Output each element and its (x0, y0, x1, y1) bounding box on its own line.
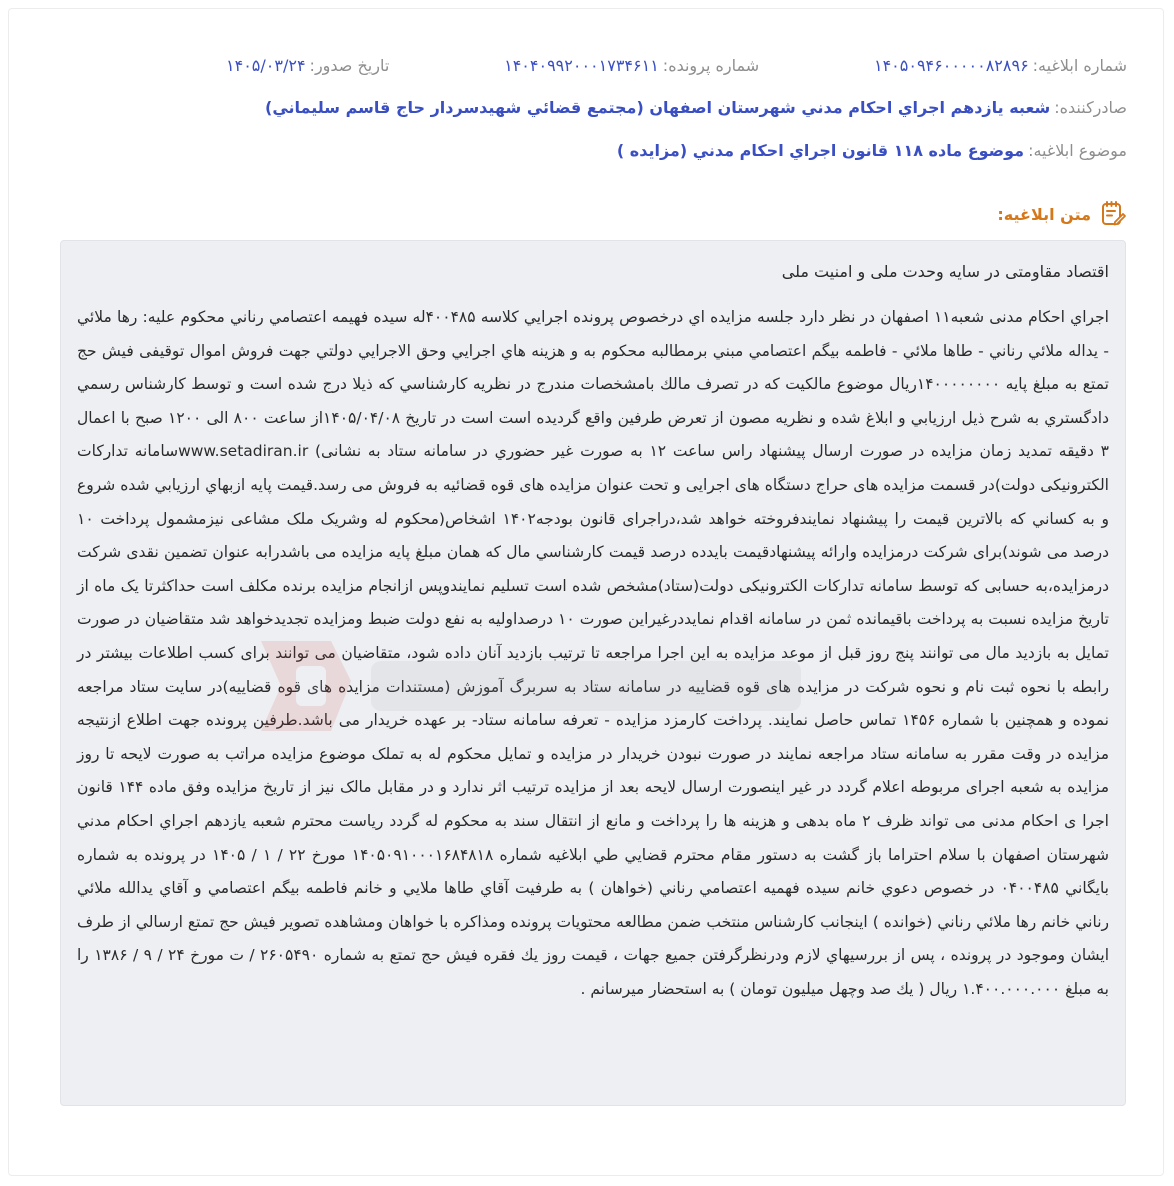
note-edit-icon (1099, 200, 1127, 228)
subject-value: موضوع ماده ۱۱۸ قانون اجراي احکام مدني (مزايده ) (616, 141, 1025, 160)
meta-row-subject (40, 141, 1127, 160)
issuer-value: شعبه يازدهم اجراي احكام مدني شهرستان اصفهان (مجتمع قضائي شهيدسردار حاج قاسم سليماني) (265, 98, 1051, 117)
notice-body: اجراي احكام مدنی شعبه۱۱ اصفهان در نظر دارد جلسه مزايده اي درخصوص پرونده اجرايي كلاسه ۴۰۰۴۸۵له سيده فهيمه اعتصامي رناني محکوم عليه: رها ملائي - يداله ملائي رناني - طاها ملائي - فاطمه بيگم اعتصامي مبني برمطالبه محكوم به و هزينه هاي اجرايي وحق الاجرايي دولتي جهت فروش اموال توقيفی فیش حج تمتع به مبلغ پايه ۱۴۰۰۰۰۰۰۰۰ريال موضوع مالكيت كه در تصرف مالك بامشخصات مندرج در نظريه كارشناسي كه ذيلا درج شده است و توسط كارشناس رسمي دادگستري به شرح ذيل ارزيابي و ابلاغ شده و نظريه مصون از تعرض طرفين واقع گرديده است است در تاريخ ۱۴۰۵/۰۴/۰۸از ساعت ۸۰۰ الی ۱۲۰۰ صبح با اعمال ۳ دقيقه تمديد زمان مزايده در صورت ارسال پيشنهاد راس ساعت ۱۲ به صورت غير حضوري در سامانه ستاد به نشانی) www.setadiran.irسامانه تدارکات الکترونیکی دولت)در قسمت مزايده های حراج دستگاه های اجرايی و تحت عنوان مزايده های قوه قضائيه به فروش می رسد.قيمت پايه ازبهاي ارزيابي شده شروع و به كساني كه بالاترين قيمت را پيشنهاد نمايندفروخته خواهد شد،دراجرای قانون بودجه۱۴۰۲ اشخاص(محکوم له وشريک ملک مشاعی نيزمشمول پرداخت ۱۰ درصد می شوند)برای شرکت درمزايده وارائه پيشنهادقيمت بايدده درصد قيمت كارشناسي مال که همان مبلغ پايه مزايده می باشدرابه عنوان تضمين نقدی شرکت درمزايده،به حسابی که توسط سامانه تدارکات الکترونيکی دولت(ستاد)مشخص شده است تسليم نمايندوپس ازانجام مزايده برنده مكلف است حداکثرتا يک ماه از تاريخ مزايده نسبت به پرداخت باقيمانده ثمن در سامانه اقدام نمايددرغيراين صورت ۱۰ درصداوليه به نفع دولت ضبط ومزايده تجديدخواهد شد متقاضيان در صورت تمايل به بازديد مال می توانند پنج روز قبل از موعد مزايده به اين اجرا مراجعه تا ترتيب بازديد آنان داده شود، متقاضيان می توانند برای کسب اطلاعات بيشتر در رابطه با نحوه ثبت نام و نحوه شرکت در مزايده های قوه قضاييه در سامانه ستاد به سربرگ آموزش (مستندات مزايده های قوه قضاييه)در سايت ستاد مراجعه نموده و همچنين با شماره ۱۴۵۶ تماس حاصل نمايند. پرداخت کارمزد مزايده - تعرفه سامانه ستاد- بر عهده خريدار می باشد.طرفين پرونده جهت اطلاع ازنتيجه مزايده در وقت مقرر به سامانه ستاد مراجعه نمايند در صورت نبودن خريدار در مزايده و تمايل محکوم له به تملک موضوع مزايده مراتب به صورت لايحه تا روز مزايده به شعبه اجرای مربوطه اعلام گردد در غير اينصورت ارسال لايحه بعد از مزايده ترتيب اثر ندارد و در مقابل مالک نيز از تاريخ مزايده وفق ماده ۱۴۴ قانون اجرا ی احکام مدنی می تواند ظرف ۲ ماه بدهی و هزينه ها را پرداخت و مانع از انتقال سند به محکوم له گردد رياست محترم شعبه يازدهم اجراي احكام مدني شهرستان اصفهان با سلام احتراما باز گشت به دستور مقام محترم قضايي طي ابلاغيه شماره ۱۴۰۵۰۹۱۰۰۰۱۶۸۴۸۱۸ مورخ ۲۲ / ۱ / ۱۴۰۵ در پرونده به شماره بايگاني ۰۴۰۰۴۸۵ در خصوص دعوي خانم سيده فهميه اعتصامي رناني (خواهان ) به طرفيت آقاي طاها ملايي و خانم فاطمه بيگم اعتصامي و آقاي يدالله ملائي رناني خانم رها ملائي رناني (خوانده ) اينجانب كارشناس منتخب ضمن مطالعه محتويات پرونده ومذاكره با خواهان ومشاهده تصوير فيش حج تمتع ارسالي از طرف ايشان وموجود در پرونده ، پس از بررسيهاي لازم ودرنظرگرفتن جميع جهات ، قيمت روز يك فقره فيش حج تمتع به شماره ۲۶۰۵۴۹۰ / ت مورخ ۲۴ / ۹ / ۱۳۸۶ را به مبلغ ۱.۴۰۰.۰۰۰.۰۰۰ ريال ( يك صد وچهل ميليون تومان ) به استحضار ميرسانم . (77, 308, 1110, 998)
notice-text-header (997, 200, 1127, 228)
meta-row-issuer (40, 98, 1127, 117)
notice-content-box (60, 240, 1126, 1106)
notice-text-title: متن ابلاغيه: (997, 204, 1091, 224)
notice-number-field (874, 56, 1127, 75)
case-number-field (504, 56, 759, 75)
issue-date-label: تاريخ صدور: (309, 56, 390, 75)
issue-date-field (226, 56, 389, 75)
case-number-value: ۱۴۰۴۰۹۹۲۰۰۰۱۷۳۴۶۱۱ (504, 56, 659, 75)
notice-number-label: شماره ابلاغيه: (1032, 56, 1127, 75)
meta-row-numbers (40, 56, 1127, 75)
notice-headline: اقتصاد مقاومتی در سایه وحدت ملی و امنیت ملی (781, 262, 1109, 281)
issue-date-value: ۱۴۰۵/۰۳/۲۴ (226, 56, 306, 75)
case-number-label: شماره پرونده: (662, 56, 760, 75)
issuer-label: صادرکننده: (1054, 98, 1127, 117)
notice-number-value: ۱۴۰۵۰۹۴۶۰۰۰۰۰۸۲۸۹۶ (873, 56, 1029, 75)
subject-label: موضوع ابلاغيه: (1028, 141, 1127, 160)
